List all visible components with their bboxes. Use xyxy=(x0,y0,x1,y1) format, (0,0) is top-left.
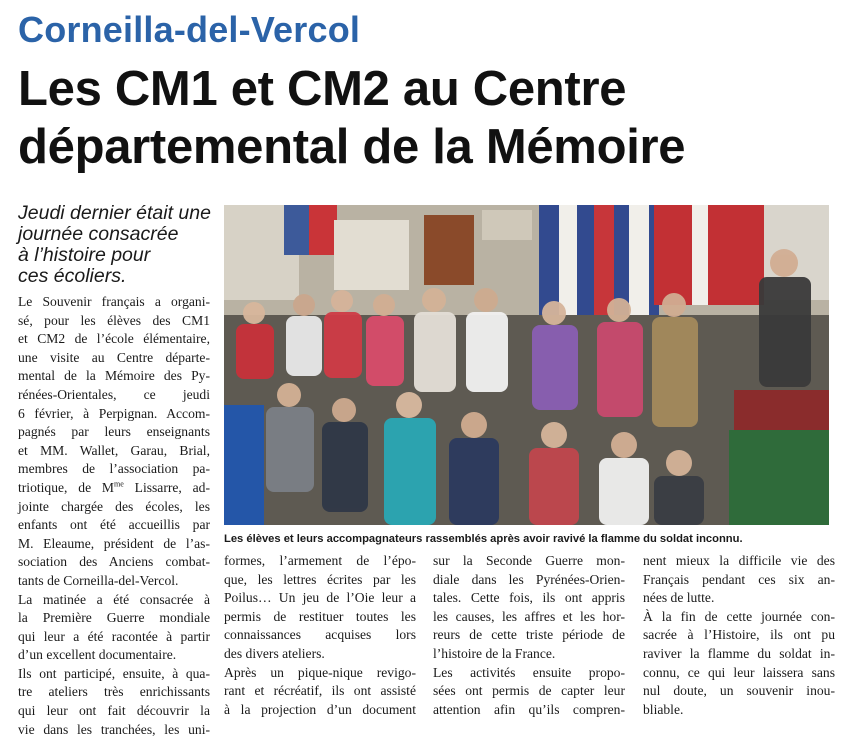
text-line: vie dans les tranchées, les uni- xyxy=(18,721,210,737)
text-fragment: Lissarre, ad- xyxy=(123,479,210,495)
text-line: sacrée à l’Histoire, ils ont pu xyxy=(643,627,835,643)
text-line: formes, l’armement de l’épo- xyxy=(224,553,416,568)
text-line: diale dans les Pyrénées-Orien- xyxy=(433,571,625,587)
lead-line: journée consacrée xyxy=(18,223,179,245)
text-line: les causes, les affres et les hor- xyxy=(433,608,625,624)
text-line: d’un excellent documentaire. xyxy=(18,647,177,663)
text-line: qui leur a été racontée à partir xyxy=(18,628,210,644)
text-line: Après un pique-nique revigo- xyxy=(224,664,416,680)
text-line: connaissances acquises lors xyxy=(224,627,416,643)
text-line: reurs de cette triste période de xyxy=(433,627,625,643)
text-line: Français pendant ces six an- xyxy=(643,571,835,587)
headline-line: départemental de la Mémoire xyxy=(18,120,686,174)
headline-line: Les CM1 et CM2 au Centre xyxy=(18,62,627,116)
text-line: rénées-Orientales, ce jeudi xyxy=(18,386,210,402)
article-column-1 xyxy=(18,293,210,739)
article-lead xyxy=(18,203,214,287)
photo-caption: Les élèves et leurs accompagnateurs rassemblés après avoir ravivé la flamme du soldat inconnu. xyxy=(224,533,743,545)
text-line: tales. Cette fois, ils ont appris xyxy=(433,590,625,606)
text-line: sé, pour les élèves des CM1 xyxy=(18,312,210,328)
text-line: l’histoire de la France. xyxy=(433,645,556,661)
text-line: Le Souvenir français a organi- xyxy=(18,294,210,309)
text-line: nent mieux la difficile vie des xyxy=(643,553,835,568)
text-line: mental de la Mémoire des Py- xyxy=(18,368,210,384)
text-line: permis de restituer toutes les xyxy=(224,608,416,624)
text-line: Les activités ensuite propo- xyxy=(433,664,625,680)
article-column-3 xyxy=(433,552,625,719)
text-line: Ils ont participé, ensuite, à qua- xyxy=(18,665,210,681)
text-line: 6 février, à Perpignan. Accom- xyxy=(18,405,210,421)
text-line: enfants ont été accueillis par xyxy=(18,517,210,533)
text-line: tre ateliers très enrichissants xyxy=(18,684,210,700)
text-line: que, les lettres écrites par les xyxy=(224,571,416,587)
text-line: jointe chargée des écoles, les xyxy=(18,498,210,514)
text-line: sées ont permis de capter leur xyxy=(433,683,625,699)
text-line: À la fin de cette journée con- xyxy=(643,608,835,624)
text-line: attention afin qu’ils compren- xyxy=(433,701,625,717)
text-line: pagnés par leurs enseignants xyxy=(18,424,210,440)
group-photo-icon xyxy=(224,205,829,525)
text-line: sociation des Anciens combat- xyxy=(18,554,210,570)
text-line: raviver la flamme du soldat in- xyxy=(643,645,835,661)
text-line: M. Eleaume, président de l’as- xyxy=(18,535,210,551)
article-headline xyxy=(18,60,838,176)
text-line: à la projection d’un document xyxy=(224,701,416,717)
text-line: connu, ce qui leur laissera sans xyxy=(643,664,835,680)
text-line: sur la Seconde Guerre mon- xyxy=(433,553,625,568)
text-line: des divers ateliers. xyxy=(224,645,325,661)
text-fragment: triotique, de M xyxy=(18,479,115,495)
text-line: nées de lutte. xyxy=(643,590,715,606)
article-column-2 xyxy=(224,552,416,719)
text-line: la Première Guerre mondiale xyxy=(18,610,210,626)
text-line xyxy=(18,479,210,498)
text-line: tants de Corneilla-del-Vercol. xyxy=(18,572,179,588)
text-line: une visite au Centre départe- xyxy=(18,349,210,365)
text-line: La matinée a été consacrée à xyxy=(18,591,210,607)
text-line: bliable. xyxy=(643,701,684,717)
superscript: me xyxy=(114,479,124,489)
lead-line: Jeudi dernier était une xyxy=(18,202,211,224)
text-line: qui leur ont fait découvrir la xyxy=(18,703,210,719)
article-photo xyxy=(224,205,829,525)
text-line: membres de l’association pa- xyxy=(18,461,210,477)
text-line: Poilus… Un jeu de l’Oie leur a xyxy=(224,590,416,606)
article-column-4 xyxy=(643,552,835,719)
text-line: rant et récréatif, ils ont assisté xyxy=(224,683,416,699)
text-line: et MM. Wallet, Garau, Brial, xyxy=(18,442,210,458)
location-kicker: Corneilla-del-Vercol xyxy=(18,9,361,50)
text-line: et CM2 de l’école élémentaire, xyxy=(18,331,210,347)
lead-line: à l’histoire pour xyxy=(18,244,151,266)
lead-line: ces écoliers. xyxy=(18,265,127,287)
text-line: nul doute, un souvenir inou- xyxy=(643,683,835,699)
